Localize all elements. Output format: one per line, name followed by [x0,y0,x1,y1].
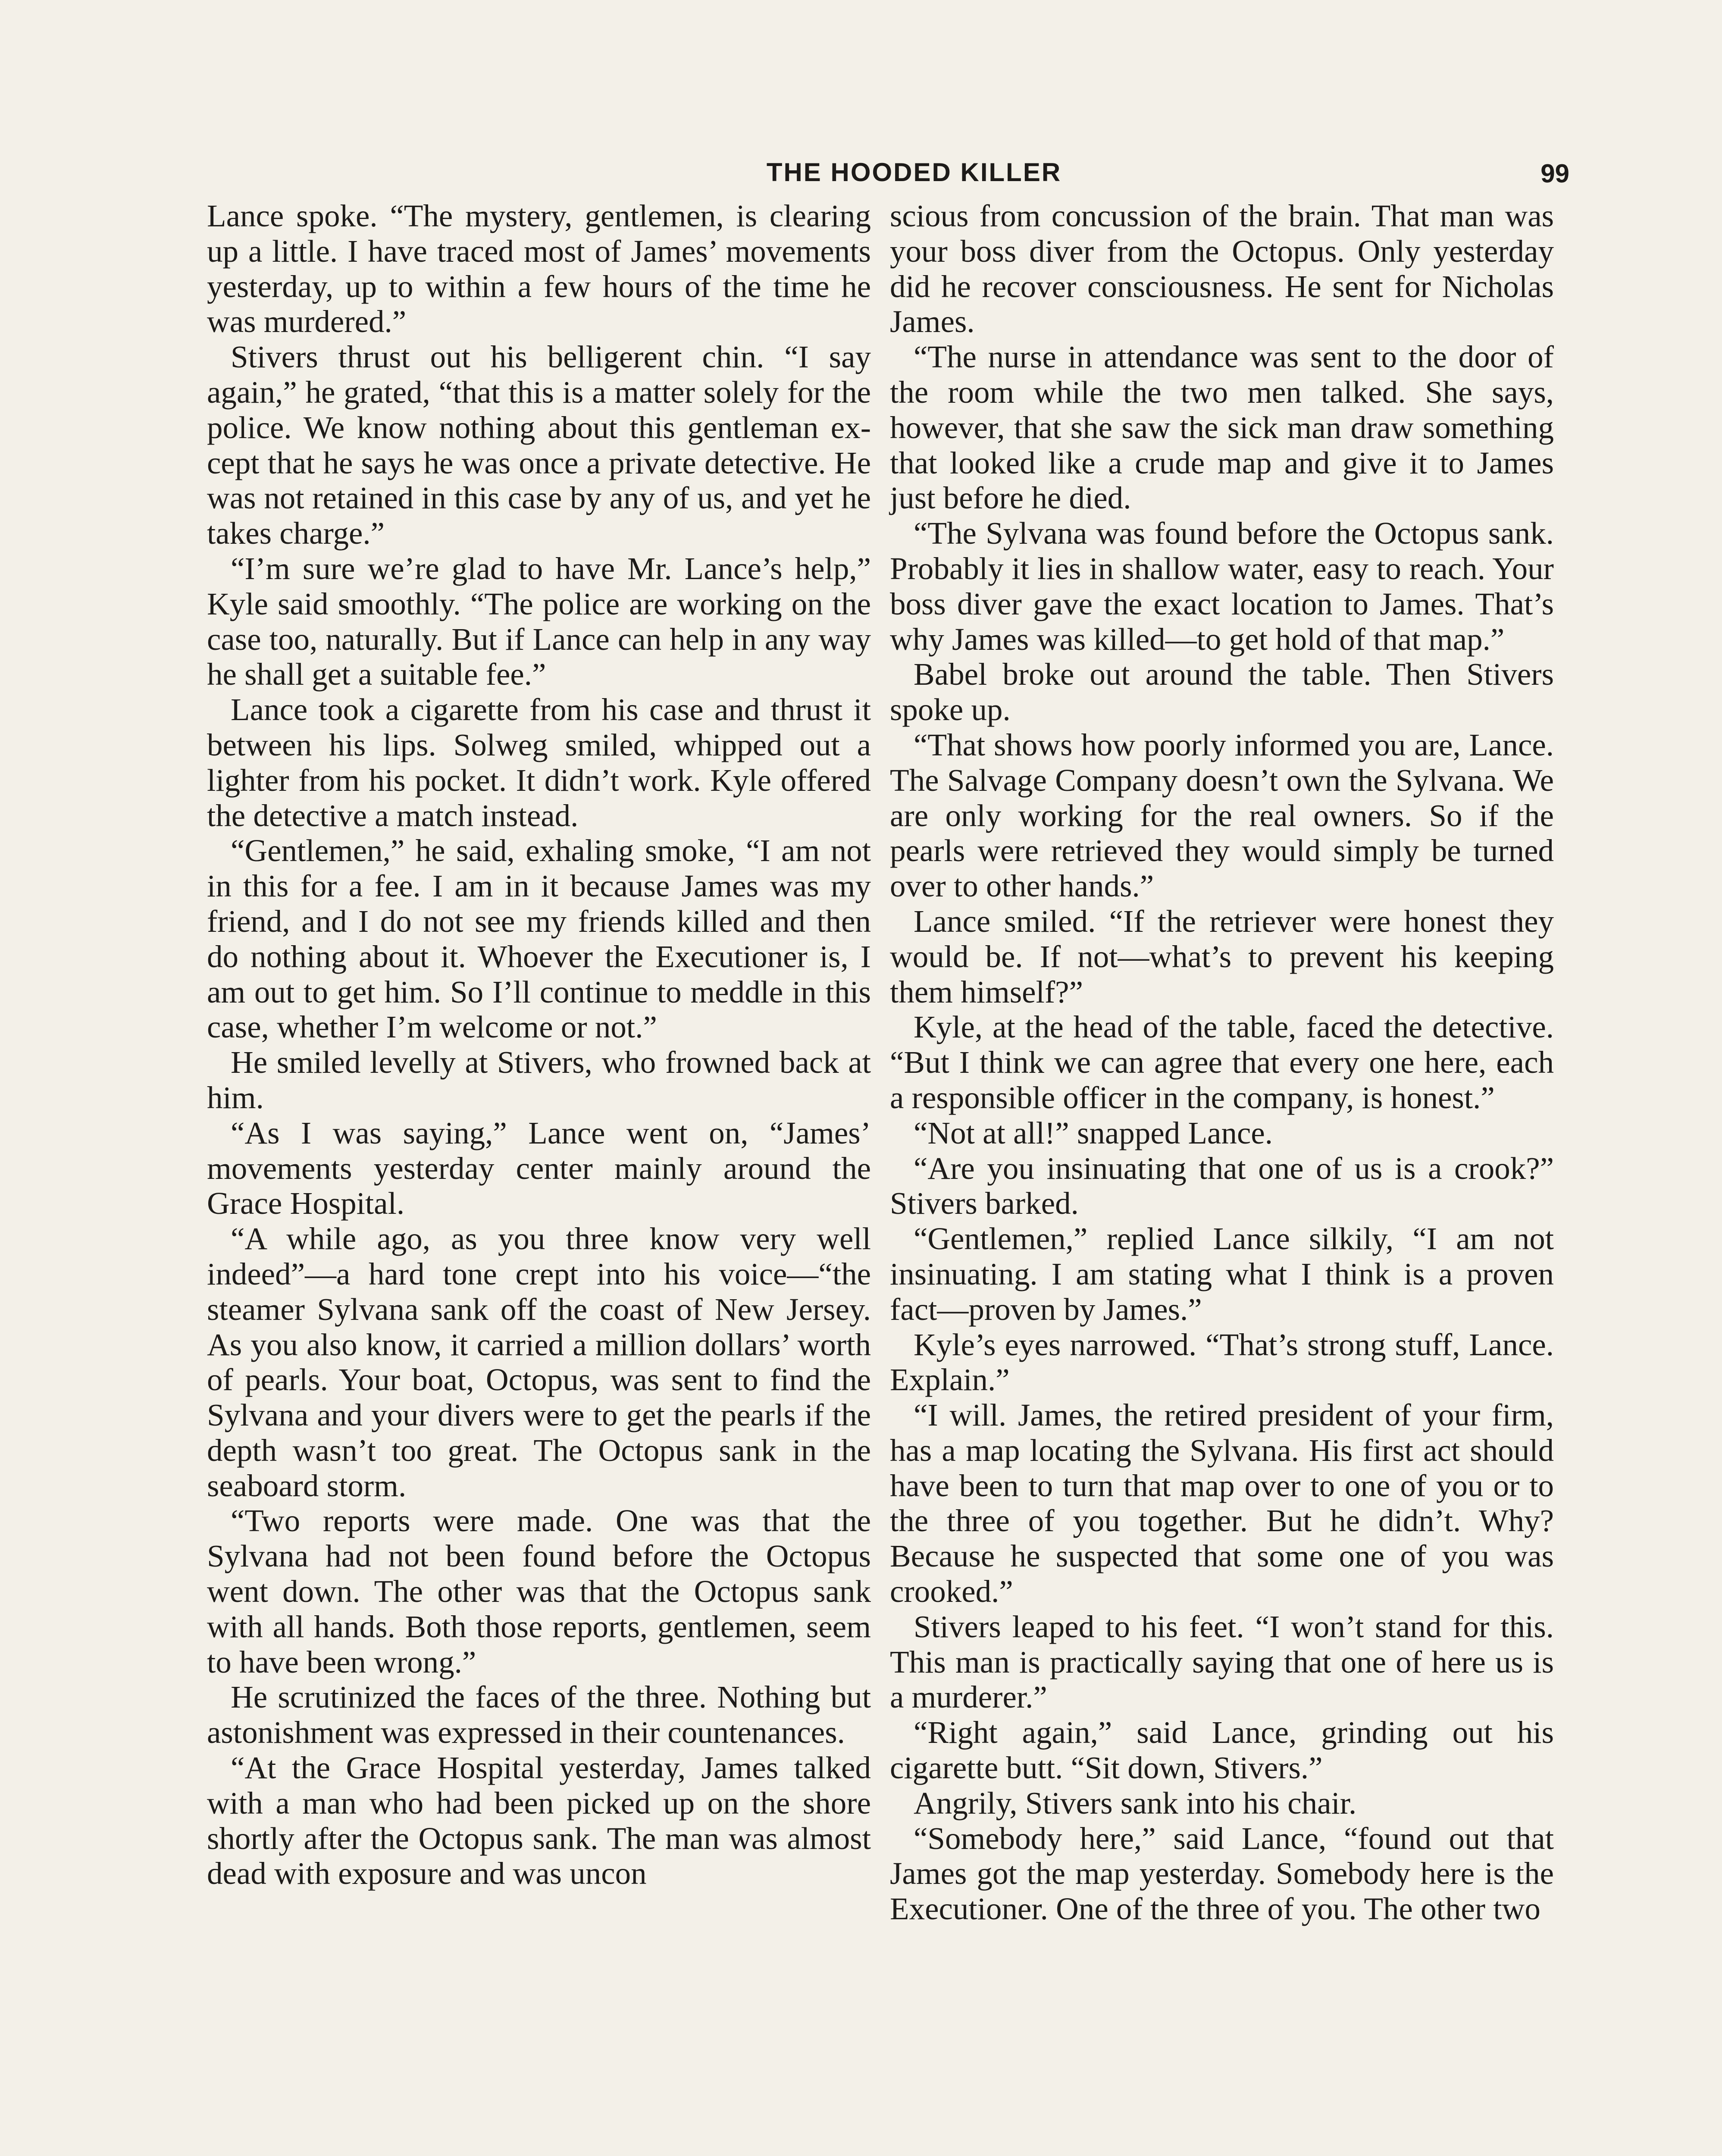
paragraph: “That shows how poorly informed you are, Lance. The Salvage Company doesn’t own the Sylvana. We are only working for the real owners. So if the pearls were retrieved they would simply be turned over to other hands.” [890,727,1554,904]
paragraph: “I’m sure we’re glad to have Mr. Lance’s help,” Kyle said smoothly. “The police are working on the case too, naturally. But if Lance can help in any way he shall get a suitable fee.” [207,551,871,692]
paragraph: “The nurse in attendance was sent to the door of the room while the two men talked. She says, however, that she saw the sick man draw something that looked like a crude map and give it to James just before he died. [890,339,1554,516]
running-title: THE HOODED KILLER [766,158,1062,187]
paragraph: “Gentlemen,” he said, exhaling smoke, “I am not in this for a fee. I am in it because James was my friend, and I do not see my friends killed and then do nothing about it. Whoever the Executioner is, I am out to get him. So I’ll continue to meddle in this case, whether I’m welcome or not.” [207,833,871,1045]
paragraph: “A while ago, as you three know very well indeed”—a hard tone crept into his voice—“the steamer Sylvana sank off the coast of New Jersey. As you also know, it carried a million dollars’ worth of pearls. Your boat, Octopus, was sent to find the Sylvana and your divers were to get the pearls if the depth wasn’t too great. The Octopus sank in the seaboard storm. [207,1221,871,1503]
paragraph: “As I was saying,” Lance went on, “James’ movements yesterday center mainly around the Grace Hospital. [207,1115,871,1221]
paragraph: Angrily, Stivers sank into his chair. [914,1785,1357,1821]
paragraph: “Somebody here,” said Lance, “found out that James got the map yesterday. Somebody here is the Executioner. One of the three of you. The other two [890,1821,1554,1927]
paragraph: “Right again,” said Lance, grinding out his cigarette butt. “Sit down, Stivers.” [890,1715,1554,1786]
page-number: 99 [1540,159,1569,188]
text-column-left [207,198,871,2156]
paragraph: “The Sylvana was found before the Octopus sank. Probably it lies in shallow water, easy to reach. Your boss diver gave the exact location to James. That’s why James was killed—to get hold of that map.” [890,516,1554,657]
paragraph: Kyle’s eyes narrowed. “That’s strong stuff, Lance. Explain.” [890,1327,1554,1398]
paragraph: “Two reports were made. One was that the Sylvana had not been found before the Octopus went down. The other was that the Octopus sank with all hands. Both those reports, gentlemen, seem to have been wrong.” [207,1503,871,1680]
paragraph: Stivers thrust out his belligerent chin. “I say again,” he grated, “that this is a matter solely for the police. We know nothing about this gentleman except that he says he was once a private detective. He was not retained in this case by any of us, and yet he takes charge.” [207,339,871,551]
paragraph: Babel broke out around the table. Then Stivers spoke up. [890,657,1554,727]
paragraph: Lance spoke. “The mystery, gentlemen, is clearing up a little. I have traced most of James’ movements yesterday, up to within a few hours of the time he was murdered.” [207,198,871,339]
paragraph: “I will. James, the retired president of your firm, has a map locating the Sylvana. His first act should have been to turn that map over to one of you or to the three of you together. But he didn’t. Why? Because he suspected that some one of you was crooked.” [890,1398,1554,1609]
paragraph: “Are you insinuating that one of us is a crook?” Stivers barked. [890,1150,1554,1221]
paragraph: “Gentlemen,” replied Lance silkily, “I am not insinuating. I am stating what I think is a proven fact—proven by James.” [890,1221,1554,1327]
paragraph: “Not at all!” snapped Lance. [914,1115,1273,1150]
paragraph: He smiled levelly at Stivers, who frowned back at him. [207,1045,871,1115]
paragraph: Stivers leaped to his feet. “I won’t stand for this. This man is practically saying that one of here us is a murderer.” [890,1609,1554,1715]
paragraph: Lance smiled. “If the retriever were honest they would be. If not—what’s to prevent his keeping them himself?” [890,903,1554,1009]
paragraph: Kyle, at the head of the table, faced the detective. “But I think we can agree that every one here, each a responsible officer in the company, is honest.” [890,1009,1554,1115]
text-column-right [890,198,1554,2156]
paragraph: Lance took a cigarette from his case and thrust it between his lips. Solweg smiled, whipped out a lighter from his pocket. It didn’t work. Kyle offered the detective a match instead. [207,692,871,833]
paragraph: scious from concussion of the brain. That man was your boss diver from the Octopus. Only yesterday did he recover consciousness. He sent for Nicholas James. [890,198,1554,339]
paragraph: “At the Grace Hospital yesterday, James talked with a man who had been picked up on the shore shortly after the Octopus sank. The man was almost dead with exposure and was uncon [207,1750,871,1891]
paragraph: He scrutinized the faces of the three. Nothing but astonishment was expressed in their countenances. [207,1680,871,1750]
